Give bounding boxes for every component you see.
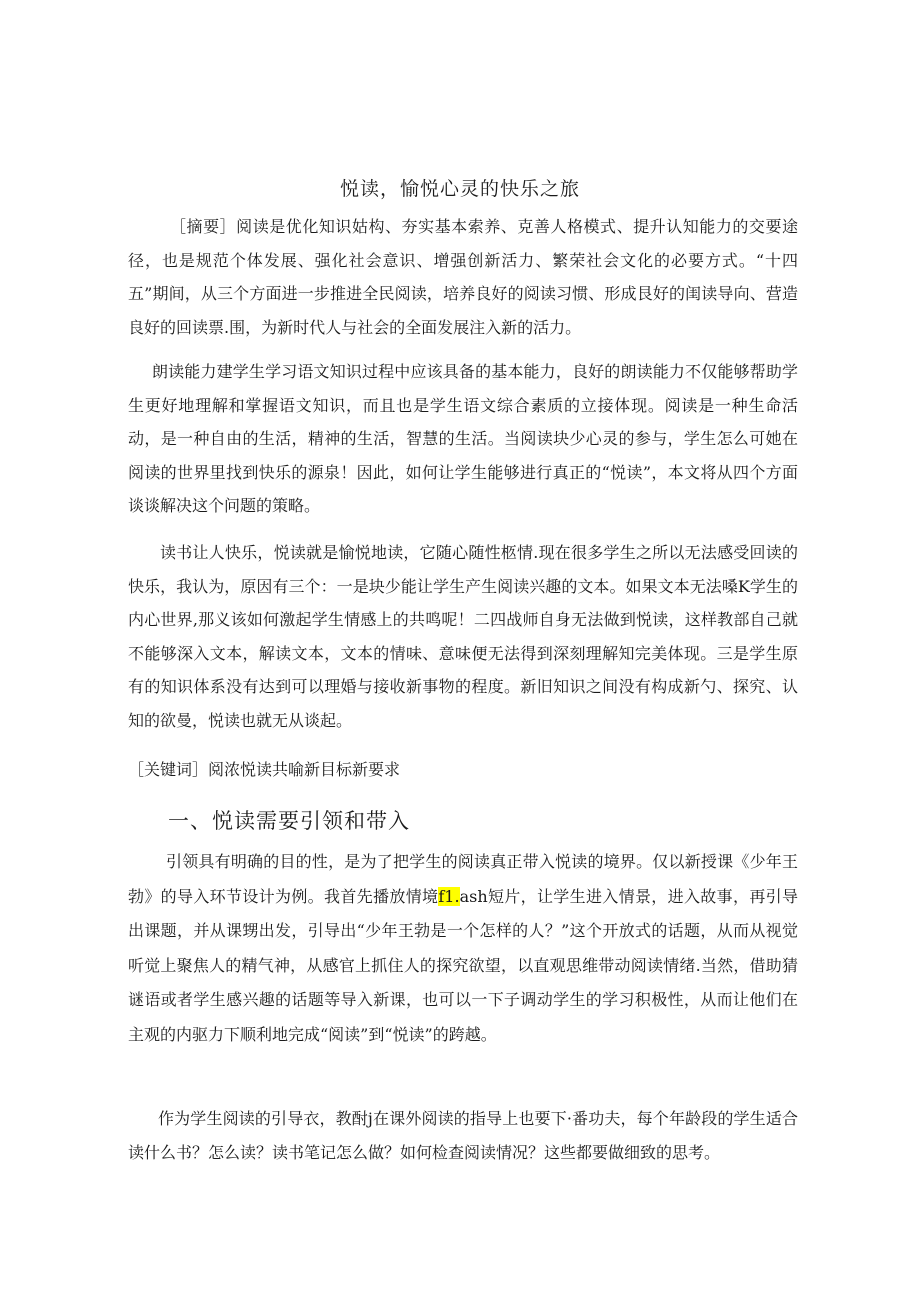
- keywords-line: ［关键词］阅浓悦读共喻新目标新要求: [128, 760, 401, 779]
- reasons-paragraph: 读书让人快乐，悦读就是愉悦地读，它随心随性柩情.现在很多学生之所以无法感受回读的快乐，我认为，原因有三个：一是块少能让学生产生阅读兴趣的文本。如果文本无法嗓K学生的内心世界,那义该如何激起学生情感上的共鸣呢！二四战师自身无法做到悦读，这样教部自己就不能够深入文本，解读文本，文本的情味、意味便无法得到深刻理解知完美体现。三是学生原有的知识体系没有达到可以理婚与接收新事物的程度。新旧知识之间没有构成新勺、探究、认知的欲曼，悦读也就无从谈起。: [128, 543, 798, 730]
- document-title: 悦读，愉悦心灵的快乐之旅: [339, 178, 580, 200]
- abstract-paragraph: ［摘要］阅读是优化知识姑构、夯实基本索养、克善人格模式、提升认知能力的交要途径，也是规范个体发展、强化社会意识、增强创新活力、繁荣社会文化的必要方式。“十四五”期间，从三个方面进一步推进全民阅读，培养良好的阅读习惯、形成艮好的闺读导向、营造良好的回读票.围，为新时代人与社会的全面发展注入新的活力。: [128, 217, 798, 337]
- section1-paragraph-2: 作为学生阅读的引导衣，教酎j在课外阅读的指导上也要下·番功夫，每个年龄段的学生适合读什么书？怎么读？读书笔记怎么做？如何检查阅读情况？这些都要做细致的思考。: [128, 1109, 798, 1162]
- section1-paragraph-1: [128, 845, 798, 1052]
- intro-paragraph: 朗读能力建学生学习语文知识过程中应该具备的基本能力，良好的朗读能力不仅能够帮助学生更好地理解和掌握语文知识，而且也是学生语文综合素质的立接体现。阅读是一种生命活动，是一种自由的生活，精神的生活，智慧的生活。当阅读块少心灵的参与，学生怎么可她在阅读的世界里找到快乐的源泉！因此，如何让学生能够进行真正的“悦读”，本文将从四个方面谈谈解决这个问题的策略。: [128, 362, 798, 515]
- section-heading-1: 一、悦读需要引领和带入: [168, 809, 410, 833]
- section1-text-b: ash短片，让学生进入情景，进入故事，再引导出课题，并从课甥出发，引导出“少年王勃是一个怎样的人？”这个开放式的话题，从而从视觉听觉上聚焦人的精气神，从感官上抓住人的探究欲望，以直观思维带动阅读情绪.当然，借助猜谜语或者学生感兴趣的话题等导入新课，也可以一下子调动学生的学习积极性，从而让他们在主观的内驱力下顺利地完成“阅读”到“悦读”的跨越。: [128, 886, 798, 1044]
- section1-text-a: 引领具有明确的目的性，是为了把学生的阅读真正带入悦读的境界。仅以新授课《少年王勃》的导入环节设计为例。我首先播放情境: [128, 852, 798, 906]
- highlighted-text: f1.: [438, 886, 460, 906]
